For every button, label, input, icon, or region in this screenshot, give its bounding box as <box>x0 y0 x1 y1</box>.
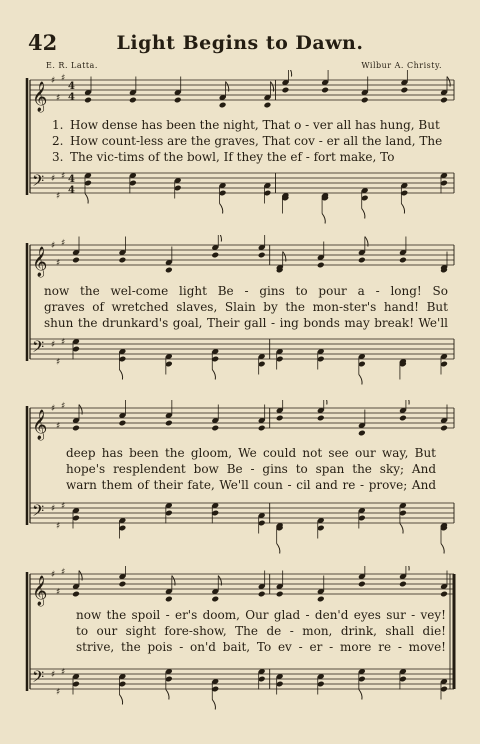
treble-clef-icon: 𝄞 <box>32 82 48 112</box>
key-sharp: ♯ <box>56 93 61 104</box>
notehead <box>211 252 219 259</box>
key-sharp: ♯ <box>56 357 61 368</box>
notehead <box>358 430 366 437</box>
notehead <box>165 420 173 427</box>
key-sharp: ♯ <box>51 174 56 184</box>
notehead <box>440 425 448 432</box>
note-flag <box>400 524 403 534</box>
note-flag <box>362 209 365 219</box>
notehead <box>282 87 290 94</box>
note-flag <box>218 235 221 242</box>
notehead <box>118 257 126 264</box>
notehead <box>317 415 325 422</box>
music-system-3 <box>0 400 480 560</box>
notehead <box>399 581 407 588</box>
notehead <box>72 425 80 432</box>
note-flag <box>288 70 291 77</box>
notehead <box>264 102 272 109</box>
lyrics-block <box>44 283 448 331</box>
lyric-line: warn them of their fate, We'll coun - cil and re - prove; And <box>66 478 436 492</box>
notehead <box>165 267 173 274</box>
note-flag <box>406 400 409 405</box>
note-flag <box>406 566 409 571</box>
time-signature-bottom: 4 <box>68 185 75 196</box>
bass-clef-icon: 𝄢 <box>32 338 45 360</box>
bass-clef-icon: 𝄢 <box>32 172 45 194</box>
key-sharp: ♯ <box>56 587 61 598</box>
notehead <box>440 591 448 598</box>
lyric-line: now the wel-come light Be - gins to pour a - long! So <box>44 284 448 298</box>
lyric-line: now the spoil - er's doom, Our glad - den'd eyes sur - vey! <box>76 608 446 622</box>
notehead <box>317 596 325 603</box>
note-flag <box>359 690 362 700</box>
treble-clef-icon: 𝄞 <box>32 576 48 606</box>
notehead <box>84 97 92 104</box>
lyric-line: 2. How count-less are the graves, That cov - er all the land, The <box>52 134 443 148</box>
key-sharp: ♯ <box>56 258 61 269</box>
music-system-2 <box>0 235 480 395</box>
notehead <box>358 581 366 588</box>
note-flag <box>119 695 122 705</box>
notehead <box>400 87 408 94</box>
key-sharp: ♯ <box>61 401 66 412</box>
lyric-line: 3. The vic-tims of the bowl, If they the ef - fort make, To <box>52 150 395 164</box>
notehead <box>440 97 448 104</box>
notehead <box>165 596 173 603</box>
lyric-line: hope's resplendent bow Be - gins to span the sky; And <box>66 462 436 476</box>
notehead <box>258 252 266 259</box>
key-sharp: ♯ <box>51 340 56 350</box>
key-sharp: ♯ <box>56 191 61 202</box>
key-sharp: ♯ <box>56 521 61 532</box>
key-sharp: ♯ <box>61 73 66 84</box>
lyricist-credit: E. R. Latta. <box>46 61 98 70</box>
key-sharp: ♯ <box>61 501 66 512</box>
note-flag <box>220 204 223 214</box>
notehead <box>219 102 227 109</box>
lyrics-block <box>76 607 446 655</box>
notehead <box>321 87 329 94</box>
key-sharp: ♯ <box>51 76 56 86</box>
note-flag <box>359 375 362 385</box>
lyric-line: deep has been the gloom, We could not see our way, But <box>66 446 436 460</box>
music-system-4 <box>0 566 480 736</box>
key-sharp: ♯ <box>51 404 56 414</box>
note-flag <box>322 214 325 224</box>
key-sharp: ♯ <box>61 238 66 249</box>
key-sharp: ♯ <box>61 667 66 678</box>
treble-clef-icon: 𝄞 <box>32 410 48 440</box>
lyric-line: to our sight fore-show, The de - mon, drink, shall die! <box>76 624 446 638</box>
key-sharp: ♯ <box>61 337 66 348</box>
key-sharp: ♯ <box>56 421 61 432</box>
treble-clef-icon: 𝄞 <box>32 247 48 277</box>
hymn-title: Light Begins to Dawn. <box>116 32 364 54</box>
notehead <box>276 415 284 422</box>
time-signature-top: 4 <box>68 174 75 185</box>
notehead <box>174 97 182 104</box>
notehead <box>118 420 126 427</box>
key-sharp: ♯ <box>61 567 66 578</box>
notehead <box>72 591 80 598</box>
key-sharp: ♯ <box>51 504 56 514</box>
note-flag <box>212 370 215 380</box>
notehead <box>129 97 137 104</box>
key-sharp: ♯ <box>61 171 66 182</box>
lyrics-block <box>52 117 443 165</box>
note-flag <box>166 690 169 700</box>
notehead <box>258 591 266 598</box>
bass-clef-icon: 𝄢 <box>32 668 45 690</box>
lyrics-block <box>66 445 436 493</box>
notehead <box>276 591 284 598</box>
notehead <box>358 257 366 264</box>
note-flag <box>277 544 280 554</box>
notehead <box>72 257 80 264</box>
composer-credit: Wilbur A. Christy. <box>361 61 442 70</box>
time-signature-top: 4 <box>68 81 75 92</box>
note-flag <box>401 204 404 214</box>
notehead <box>211 596 219 603</box>
notehead <box>258 425 266 432</box>
note-flag <box>212 700 215 710</box>
lyric-line: 1. How dense has been the night, That o - ver all has hung, But <box>52 118 440 132</box>
note-flag <box>119 370 122 380</box>
notehead <box>211 425 219 432</box>
page-number: 42 <box>28 30 58 55</box>
notehead <box>399 415 407 422</box>
notehead <box>361 97 369 104</box>
key-sharp: ♯ <box>56 687 61 698</box>
music-system-1 <box>0 70 480 230</box>
notehead <box>399 257 407 264</box>
time-signature-bottom: 4 <box>68 92 75 103</box>
note-flag <box>324 400 327 405</box>
notehead <box>317 262 325 269</box>
note-flag <box>441 544 444 554</box>
lyric-line: shun the drunkard's goal, Their gall - ing bonds may break! We'll <box>44 316 448 330</box>
note-flag <box>85 194 88 204</box>
bass-clef-icon: 𝄢 <box>32 502 45 524</box>
lyric-line: graves of wretched slaves, Slain by the mon-ster's hand! But <box>44 300 448 314</box>
lyric-line: strive, the pois - on'd bait, To ev - er - more re - move! <box>76 640 446 654</box>
notehead <box>118 581 126 588</box>
key-sharp: ♯ <box>51 570 56 580</box>
key-sharp: ♯ <box>51 241 56 251</box>
key-sharp: ♯ <box>51 670 56 680</box>
